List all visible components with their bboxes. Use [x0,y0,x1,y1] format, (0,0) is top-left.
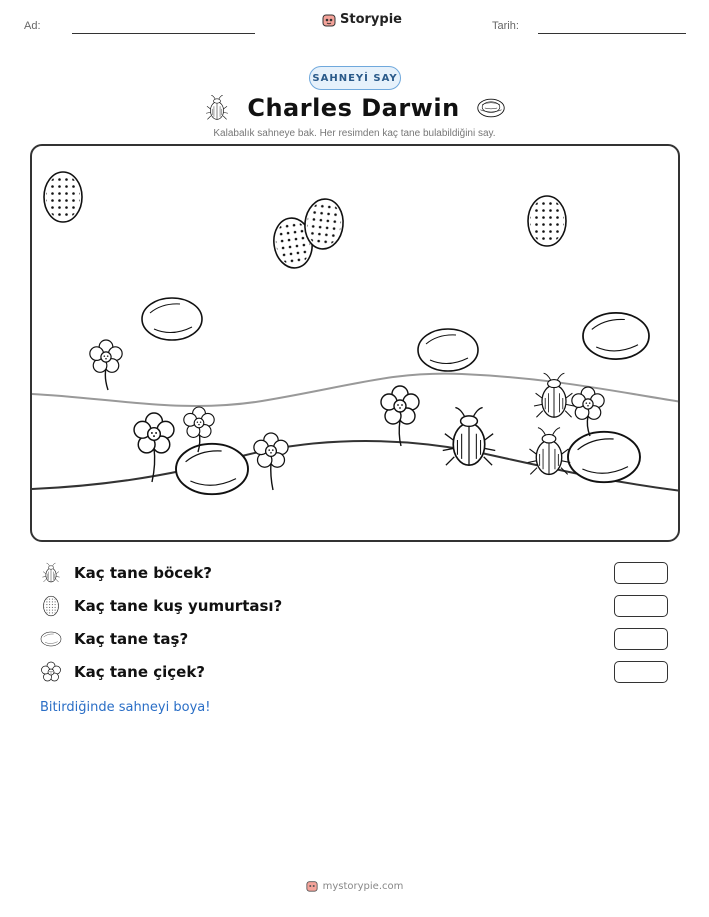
counting-scene[interactable] [30,144,680,542]
site-url[interactable]: mystorypie.com [322,880,404,892]
name-label: Ad: [24,20,41,32]
answer-box[interactable] [614,628,668,650]
beetle-icon [203,94,231,122]
question-row [40,627,680,651]
stone-icon [142,298,202,340]
title-row [0,92,709,124]
question-text: Kaç tane böcek? [74,564,213,582]
brand-logo [322,12,402,27]
answer-box[interactable] [614,595,668,617]
flower-icon [572,387,604,436]
stone-icon [418,329,478,371]
name-line[interactable] [72,33,255,34]
coloring-instruction: Bitirdiğinde sahneyi boya! [40,700,211,715]
stone-icon [568,432,640,482]
question-row [40,594,680,618]
beetle-icon [443,407,496,465]
date-label: Tarih: [492,20,519,32]
scene-drawing [32,146,680,542]
flower-icon [90,340,122,390]
instructions: Kalabalık sahneye bak. Her resimden kaç tane bulabildiğini say. [213,128,496,139]
answer-box[interactable] [614,661,668,683]
question-text: Kaç tane taş? [74,630,189,648]
question-text: Kaç tane çiçek? [74,663,206,681]
egg-icon [40,595,62,617]
site-footer [0,880,709,892]
activity-badge: SAHNEYİ SAY [309,66,401,90]
page-title: Charles Darwin [247,94,460,122]
brand-name: Storypie [340,12,402,27]
beetle-icon [528,428,571,475]
stone-icon [176,444,248,494]
question-text: Kaç tane kuş yumurtası? [74,597,283,615]
egg-icon [528,196,566,246]
flower-icon [381,386,419,446]
stone-icon [583,313,649,359]
flower-icon [254,433,288,490]
stone-icon [40,628,62,650]
nest-icon [476,96,506,120]
flower-icon [134,413,174,482]
egg-icon [44,172,82,222]
date-line[interactable] [538,33,686,34]
storypie-mascot-icon [322,13,336,27]
storypie-mascot-icon [306,880,318,892]
flower-icon [40,661,62,683]
beetle-icon [40,562,62,584]
answer-box[interactable] [614,562,668,584]
question-row [40,660,680,684]
question-row [40,561,680,585]
